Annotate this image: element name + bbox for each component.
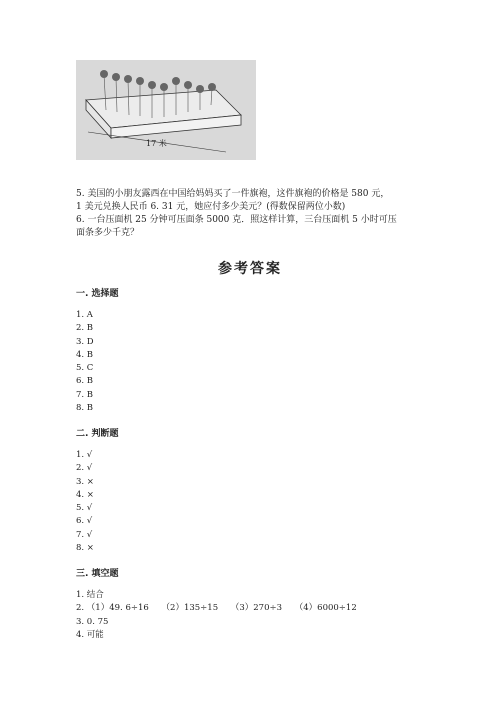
section-choice-title: 一. 选择题 [76, 289, 119, 299]
dimension-label: 17 米 [146, 139, 167, 148]
list-item: 7. √ [76, 529, 93, 540]
section-fill-list [76, 589, 357, 642]
q6-line2: 面条多少千克？ [76, 228, 140, 238]
q5-line1: 5. 美国的小朋友露西在中国给妈妈买了一件旗袍，这件旗袍的价格是 580 元， [76, 189, 390, 199]
section-fill-title: 三. 填空题 [76, 569, 119, 579]
section-choice-list [76, 309, 94, 415]
list-item: 1. 结合 [76, 590, 104, 600]
list-item: 1. A [76, 310, 93, 320]
section-judge-list [76, 449, 94, 555]
q5-line2: 1 美元兑换人民币 6. 31 元，她应付多少美元？(得数保留两位小数) [76, 202, 346, 212]
list-item: 3. D [76, 336, 94, 347]
list-item: 2. √ [76, 463, 93, 474]
list-item: 5. C [76, 363, 94, 374]
list-item: 4. B [76, 349, 94, 360]
section-judge-title: 二. 判断题 [76, 429, 119, 439]
list-item: 6. √ [76, 516, 93, 527]
list-item: 8. × [76, 543, 94, 554]
list-item: 3. 0. 75 [76, 616, 109, 627]
list-item: 3. × [76, 476, 94, 487]
answer-title: 参考答案 [218, 261, 282, 277]
list-item: 2. B [76, 323, 94, 334]
flower-bed-illustration [76, 60, 256, 160]
flower-bed-figure [76, 60, 256, 160]
list-item: 4. × [76, 489, 94, 500]
list-item: 1. √ [76, 450, 93, 460]
list-item: 5. √ [76, 503, 93, 514]
list-item: 7. B [76, 389, 94, 400]
list-item: 8. B [76, 403, 94, 414]
list-item: 4. 可能 [76, 629, 104, 640]
list-item: 6. B [76, 376, 94, 387]
q6-line1: 6. 一台压面机 25 分钟可压面条 5000 克．照这样计算，三台压面机 5 小时可压 [76, 215, 397, 225]
list-item: 2. （1）49. 6÷16 （2）135÷15 （3）270÷3 （4）6000÷12 [76, 603, 357, 614]
